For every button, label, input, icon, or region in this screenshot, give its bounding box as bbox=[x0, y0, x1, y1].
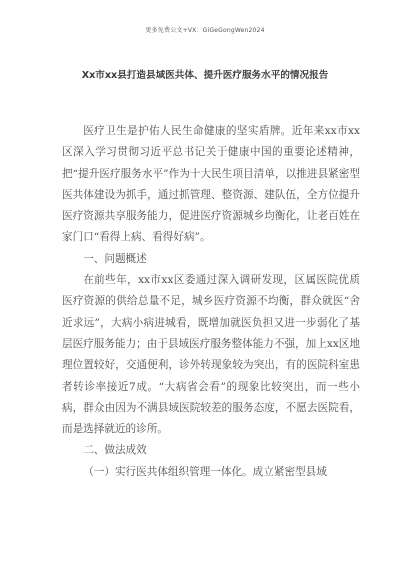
section-heading-problem: 一、问题概述 bbox=[83, 252, 147, 265]
document-title: Xx市xx县打造县域医共体、提升医疗服务水平的情况报告 bbox=[81, 70, 329, 81]
header-note: 更多免费公文+VX：GiGeGongWen2024 bbox=[145, 27, 265, 34]
problem-paragraph: 在前些年，xx市xx区委通过深入调研发现，区属医院优质医疗资源的供给总量不足，城乡医疗资源不均衡，群众就医“舍近求远”，大病小病进城看，既增加就医负担又进一步弱化了基层医疗服务能力；由于县域医疗服务整体能力不强，加上xx区地理位置较好，交通便利，诊外转现象较为突出，有的医院科室患者转诊率接近7成。“大病省会看”的现象比较突出，而一些小病，群众由因为不满县域医院较差的服务态度，不愿去医院看，而是选择就近的诊所。 bbox=[62, 274, 360, 436]
document-body bbox=[62, 121, 360, 483]
section-heading-measures: 二、做法成效 bbox=[83, 444, 147, 457]
measures-paragraph: （一）实行医共体组织管理一体化。成立紧密型县域 bbox=[83, 465, 327, 478]
intro-paragraph: 医疗卫生是护佑人民生命健康的坚实盾牌。近年来xx市xx区深入学习贯彻习近平总书记关于健康中国的重要论述精神，把“提升医疗服务水平”作为十大民生项目清单，以推进县紧密型医共体建设为抓手，通过抓管理、整资源、建队伍，全方位提升医疗资源共享服务能力，促进医疗资源城乡均衡化，让老百姓在家门口“看得上病、看得好病”。 bbox=[62, 125, 360, 244]
